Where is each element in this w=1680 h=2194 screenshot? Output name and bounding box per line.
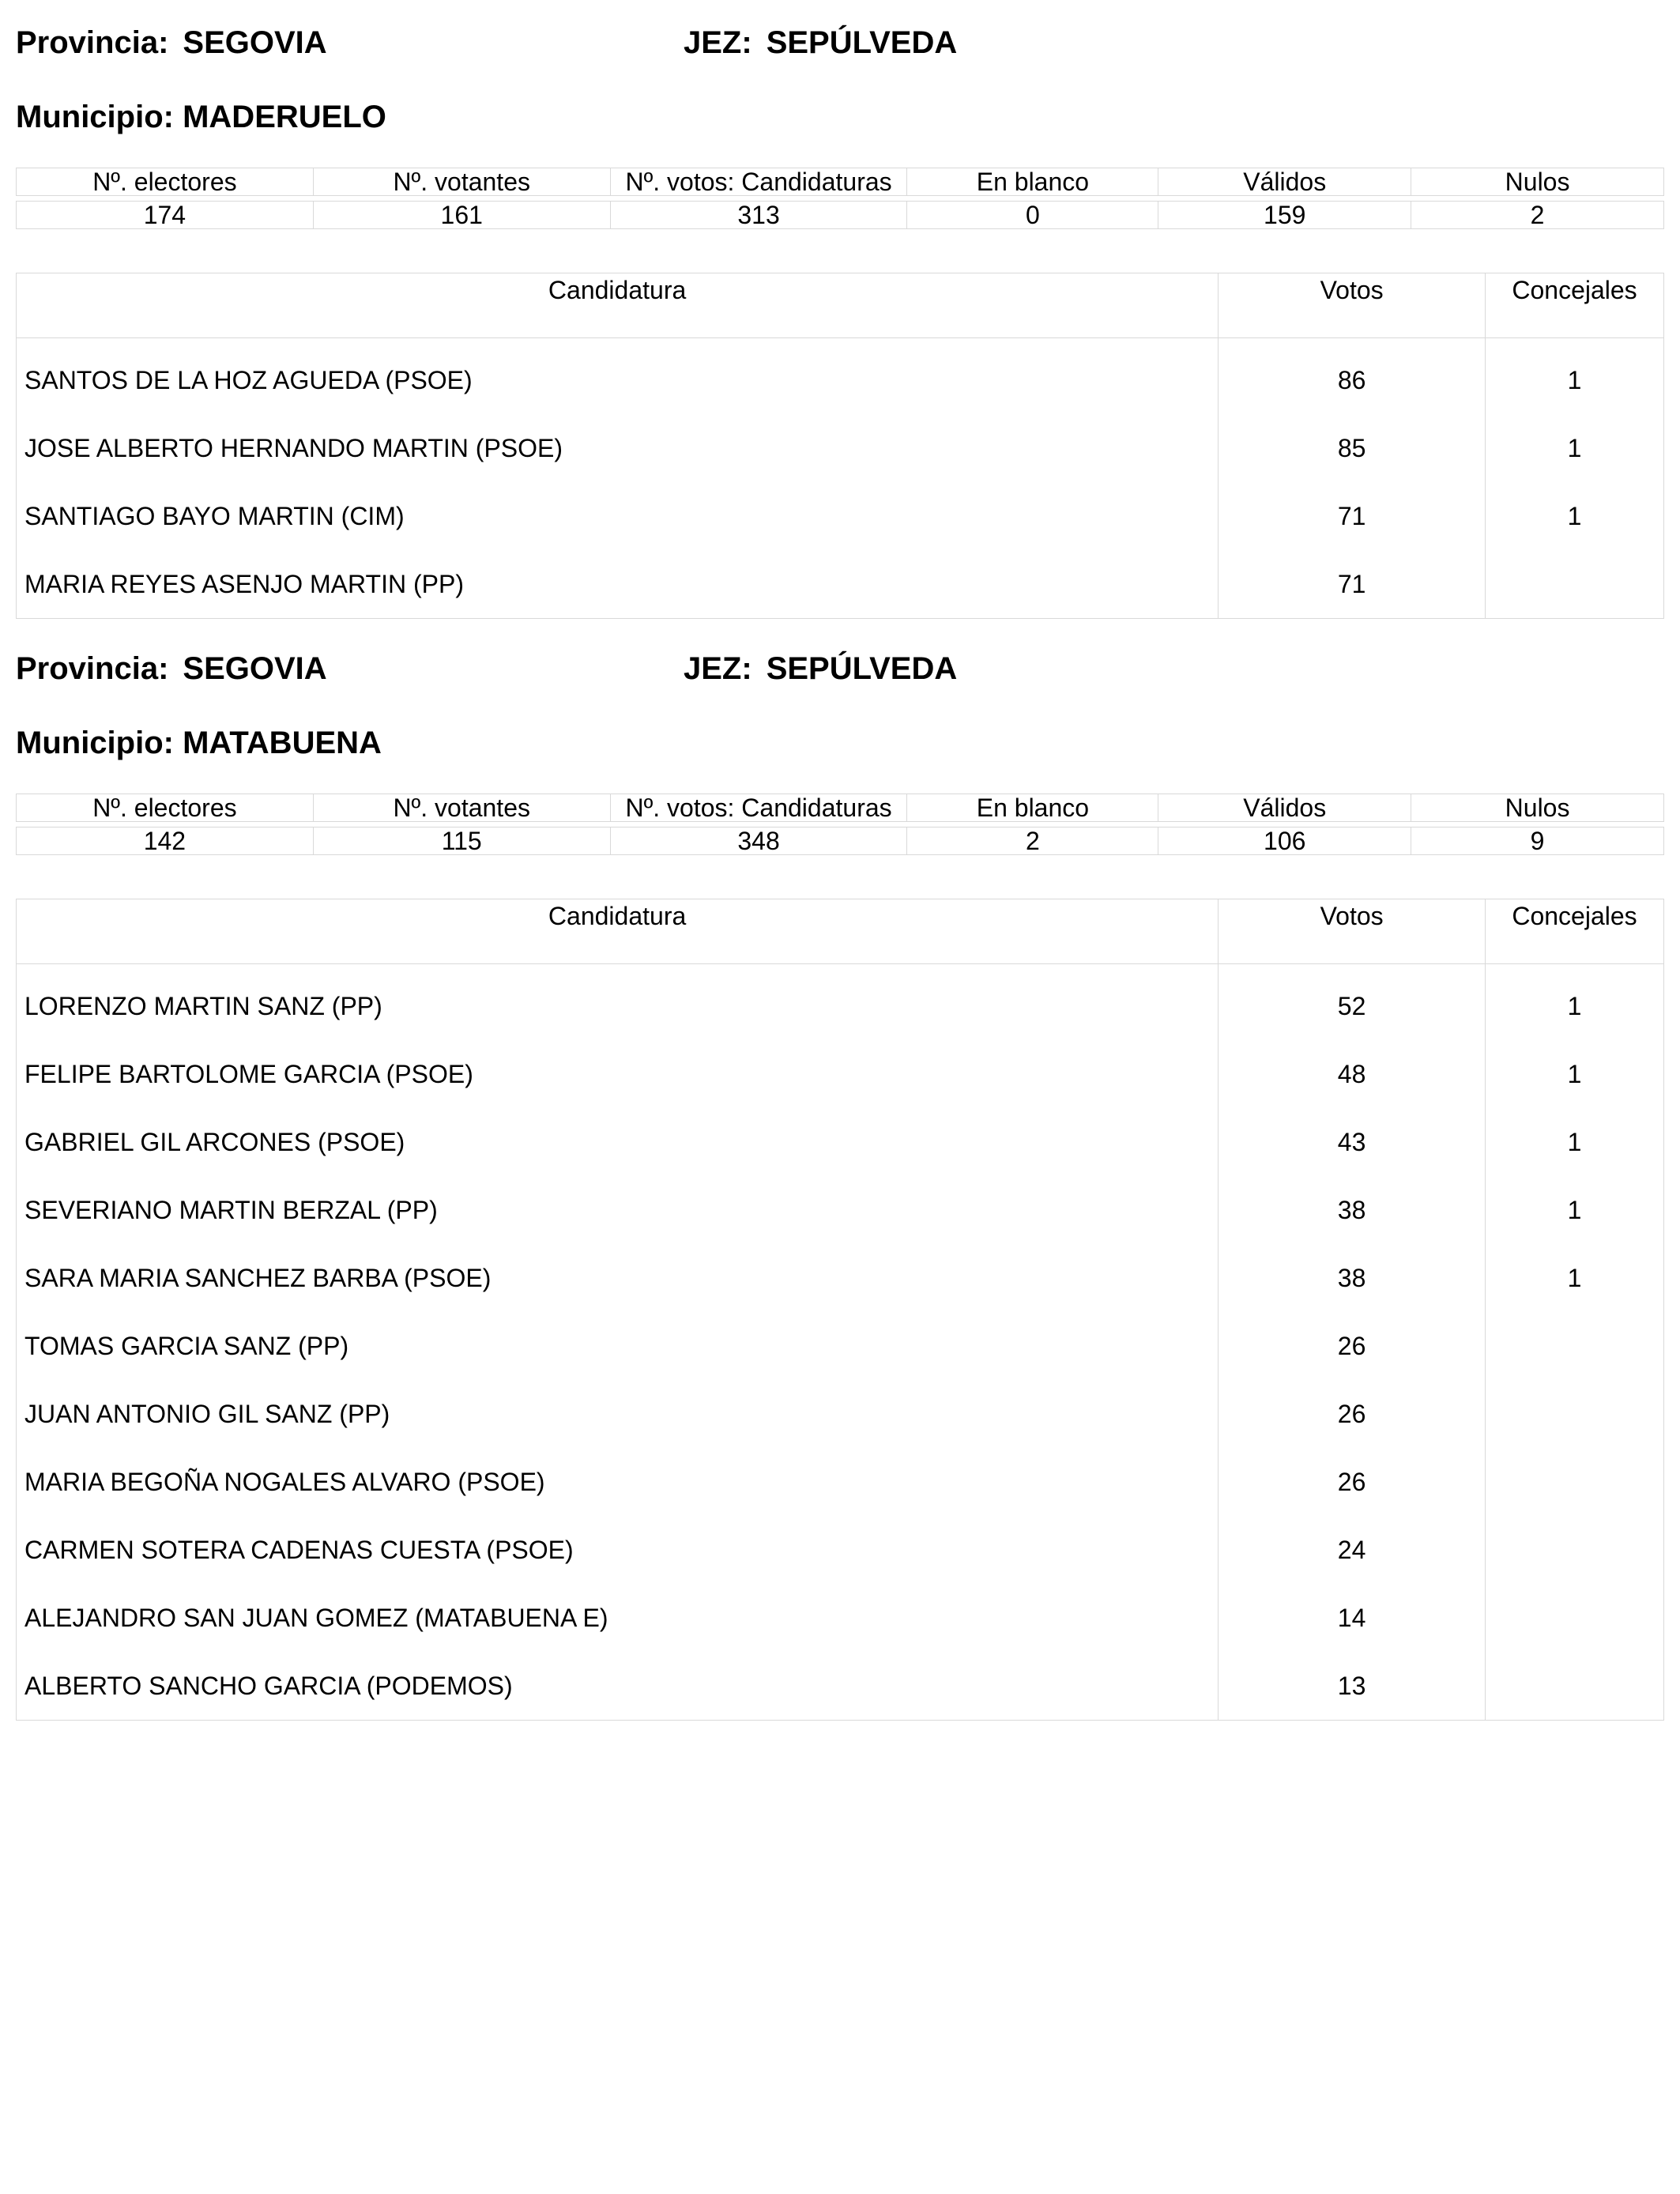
municipio-value: MATABUENA [183, 726, 382, 760]
candidate-votos: 71 [1219, 482, 1486, 550]
stat-value-nulos: 2 [1411, 202, 1664, 229]
stat-header-nulos: Nulos [1411, 168, 1664, 196]
municipio-block-maderuelo [16, 24, 1664, 616]
candidate-votos: 26 [1219, 1380, 1486, 1448]
provincia-heading [16, 24, 327, 62]
jez-label: JEZ: [684, 25, 752, 60]
jez-value: SEPÚLVEDA [766, 651, 958, 686]
candidate-votos: 86 [1219, 338, 1486, 415]
candidate-concejales [1486, 1312, 1664, 1380]
stat-value-validos: 106 [1158, 827, 1411, 855]
candidate-votos: 24 [1219, 1516, 1486, 1584]
header-concejales: Concejales [1486, 273, 1664, 338]
candidate-name: SANTOS DE LA HOZ AGUEDA (PSOE) [17, 338, 1219, 415]
candidate-name: GABRIEL GIL ARCONES (PSOE) [17, 1108, 1219, 1176]
table-row [17, 1108, 1664, 1176]
candidates-table [16, 273, 1664, 619]
stat-value-en-blanco: 2 [907, 827, 1158, 855]
stat-header-en-blanco: En blanco [907, 168, 1158, 196]
candidate-concejales: 1 [1567, 502, 1582, 530]
jez-heading [684, 650, 957, 688]
stat-value-validos: 159 [1158, 202, 1411, 229]
header-votos: Votos [1219, 899, 1486, 964]
table-row [17, 338, 1664, 415]
stats-header-row [17, 168, 1664, 196]
stat-header-electores: Nº. electores [17, 168, 314, 196]
table-row [17, 1652, 1664, 1721]
candidate-votos: 14 [1219, 1584, 1486, 1652]
header-concejales: Concejales [1486, 899, 1664, 964]
stat-value-en-blanco: 0 [907, 202, 1158, 229]
municipio-heading [16, 724, 382, 762]
candidate-concejales: 1 [1567, 1128, 1582, 1156]
stat-header-nulos: Nulos [1411, 794, 1664, 822]
provincia-heading [16, 650, 327, 688]
candidate-name: JOSE ALBERTO HERNANDO MARTIN (PSOE) [17, 414, 1219, 482]
jez-heading [684, 24, 957, 62]
candidate-name: CARMEN SOTERA CADENAS CUESTA (PSOE) [17, 1516, 1219, 1584]
candidate-name: JUAN ANTONIO GIL SANZ (PP) [17, 1380, 1219, 1448]
candidate-concejales: 1 [1567, 1196, 1582, 1224]
candidate-concejales [1486, 1448, 1664, 1516]
stats-table [16, 794, 1664, 855]
candidates-header-row [17, 899, 1664, 964]
table-row [17, 1584, 1664, 1652]
stats-header-row [17, 794, 1664, 822]
stat-value-electores: 174 [17, 202, 314, 229]
candidate-concejales: 1 [1567, 1264, 1582, 1292]
table-row [17, 1040, 1664, 1108]
header-candidatura: Candidatura [17, 273, 1219, 338]
provincia-value: SEGOVIA [183, 25, 327, 60]
candidate-votos: 43 [1219, 1108, 1486, 1176]
stat-value-electores: 142 [17, 827, 314, 855]
header-candidatura: Candidatura [17, 899, 1219, 964]
candidate-name: ALBERTO SANCHO GARCIA (PODEMOS) [17, 1652, 1219, 1721]
table-row [17, 1312, 1664, 1380]
stats-table [16, 168, 1664, 229]
candidate-concejales [1486, 1380, 1664, 1448]
candidate-name: MARIA BEGOÑA NOGALES ALVARO (PSOE) [17, 1448, 1219, 1516]
candidate-name: FELIPE BARTOLOME GARCIA (PSOE) [17, 1040, 1219, 1108]
candidate-name: ALEJANDRO SAN JUAN GOMEZ (MATABUENA E) [17, 1584, 1219, 1652]
stat-header-en-blanco: En blanco [907, 794, 1158, 822]
stat-header-validos: Válidos [1158, 794, 1411, 822]
candidate-concejales: 1 [1567, 434, 1582, 462]
stat-header-votos-candidaturas: Nº. votos: Candidaturas [610, 168, 907, 196]
candidate-concejales: 1 [1567, 992, 1582, 1020]
candidate-votos: 38 [1219, 1176, 1486, 1244]
candidate-name: SARA MARIA SANCHEZ BARBA (PSOE) [17, 1244, 1219, 1312]
stat-value-votantes: 115 [313, 827, 610, 855]
candidates-header-row [17, 273, 1664, 338]
table-row [17, 1516, 1664, 1584]
stat-value-votos-candidaturas: 348 [610, 827, 907, 855]
table-row [17, 1380, 1664, 1448]
table-row [17, 1244, 1664, 1312]
stat-header-electores: Nº. electores [17, 794, 314, 822]
stat-header-validos: Válidos [1158, 168, 1411, 196]
provincia-label: Provincia: [16, 651, 169, 686]
candidate-concejales [1486, 550, 1664, 619]
candidate-votos: 26 [1219, 1448, 1486, 1516]
jez-label: JEZ: [684, 651, 752, 686]
municipio-value: MADERUELO [183, 100, 386, 134]
header-votos: Votos [1219, 273, 1486, 338]
municipio-label: Municipio: [16, 726, 174, 760]
candidate-votos: 48 [1219, 1040, 1486, 1108]
candidate-name: MARIA REYES ASENJO MARTIN (PP) [17, 550, 1219, 619]
candidates-table [16, 899, 1664, 1721]
candidate-concejales [1486, 1516, 1664, 1584]
table-row [17, 964, 1664, 1041]
municipio-label: Municipio: [16, 100, 174, 134]
candidate-concejales [1486, 1652, 1664, 1721]
candidate-votos: 38 [1219, 1244, 1486, 1312]
stat-value-votos-candidaturas: 313 [610, 202, 907, 229]
jez-value: SEPÚLVEDA [766, 25, 958, 60]
stats-value-row [17, 827, 1664, 855]
candidate-votos: 13 [1219, 1652, 1486, 1721]
candidate-name: TOMAS GARCIA SANZ (PP) [17, 1312, 1219, 1380]
candidate-votos: 52 [1219, 964, 1486, 1041]
candidate-votos: 85 [1219, 414, 1486, 482]
candidate-concejales [1486, 1584, 1664, 1652]
stat-header-votantes: Nº. votantes [313, 168, 610, 196]
municipio-heading [16, 98, 386, 136]
stat-header-votos-candidaturas: Nº. votos: Candidaturas [610, 794, 907, 822]
provincia-value: SEGOVIA [183, 651, 327, 686]
provincia-label: Provincia: [16, 25, 169, 60]
candidate-concejales: 1 [1567, 1060, 1582, 1088]
candidate-votos: 71 [1219, 550, 1486, 619]
table-row [17, 482, 1664, 550]
stats-value-row [17, 202, 1664, 229]
table-row [17, 550, 1664, 619]
table-row [17, 1448, 1664, 1516]
candidate-votos: 26 [1219, 1312, 1486, 1380]
candidate-name: SANTIAGO BAYO MARTIN (CIM) [17, 482, 1219, 550]
table-row [17, 1176, 1664, 1244]
candidate-name: SEVERIANO MARTIN BERZAL (PP) [17, 1176, 1219, 1244]
candidate-concejales: 1 [1567, 366, 1582, 394]
stat-header-votantes: Nº. votantes [313, 794, 610, 822]
municipio-block-matabuena [16, 650, 1664, 1756]
table-row [17, 414, 1664, 482]
stat-value-nulos: 9 [1411, 827, 1664, 855]
stat-value-votantes: 161 [313, 202, 610, 229]
candidate-name: LORENZO MARTIN SANZ (PP) [17, 964, 1219, 1041]
